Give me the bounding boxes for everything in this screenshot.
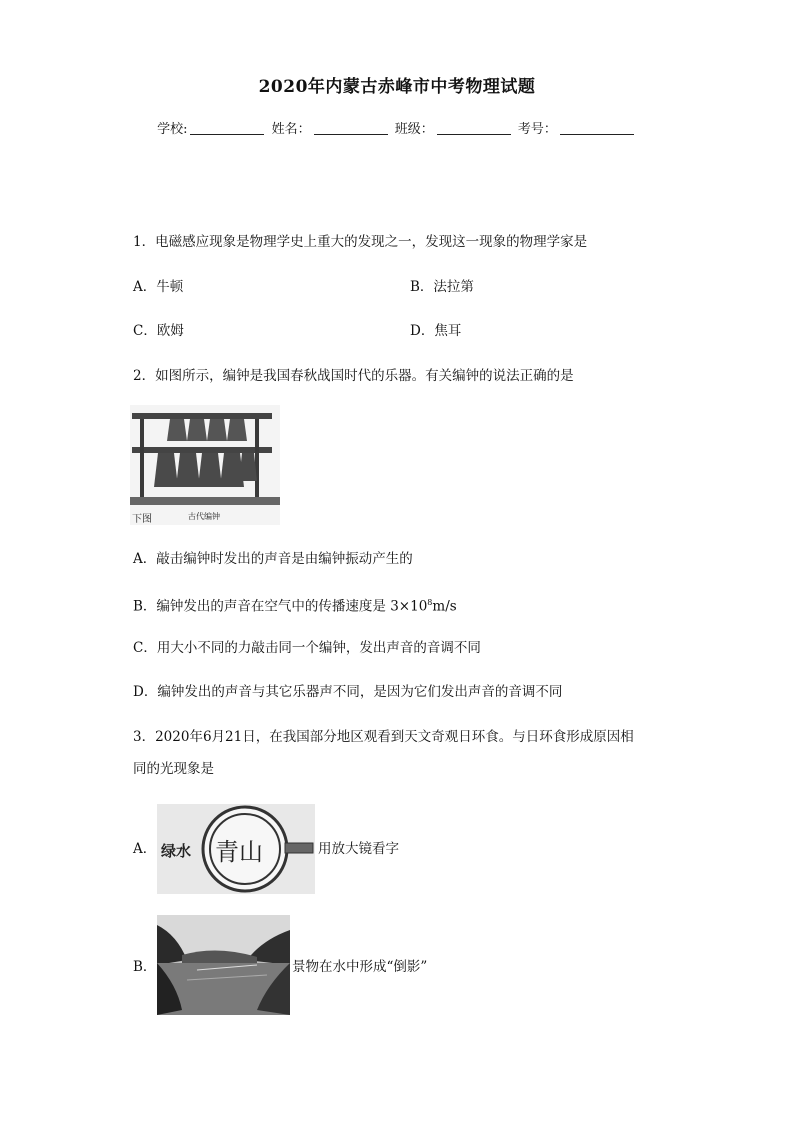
question-1-stem: 1．电磁感应现象是物理学史上重大的发现之一，发现这一现象的物理学家是: [133, 234, 588, 250]
page-title: 2020年内蒙古赤峰市中考物理试题: [258, 77, 536, 97]
q2-option-d[interactable]: D．编钟发出的声音与其它乐器声不同，是因为它们发出声音的音调不同: [133, 684, 563, 700]
student-info-line: [0, 118, 794, 137]
q1-option-a[interactable]: A．牛顿: [133, 279, 184, 295]
q2-option-b-exponent: 8: [427, 598, 433, 607]
q2-option-c[interactable]: C．用大小不同的力敲击同一个编钟，发出声音的音调不同: [133, 640, 481, 656]
q1-option-c[interactable]: C．欧姆: [133, 323, 184, 339]
q3-option-b-text: 景物在水中形成“倒影”: [292, 959, 428, 975]
magnifier-figure: [157, 804, 315, 894]
exam-number-label: 考号：: [517, 122, 557, 137]
name-blank[interactable]: [314, 121, 388, 135]
question-3-stem-line1: 3．2020年6月21日，在我国部分地区观看到天文奇观日环食。与日环食形成原因相: [133, 729, 634, 745]
school-blank[interactable]: [190, 121, 264, 135]
q2-option-b-text: B．编钟发出的声音在空气中的传播速度是 3×10: [133, 598, 428, 615]
exam-number-blank[interactable]: [560, 121, 634, 135]
question-2-stem: 2．如图所示，编钟是我国春秋战国时代的乐器。有关编钟的说法正确的是: [133, 368, 574, 384]
class-blank[interactable]: [437, 121, 511, 135]
q3-option-a-label[interactable]: A．: [133, 841, 157, 857]
q2-option-a[interactable]: A．敲击编钟时发出的声音是由编钟振动产生的: [133, 551, 413, 567]
school-label: 学校:: [157, 122, 188, 137]
q3-option-a-text: 用放大镜看字: [318, 841, 399, 857]
name-label: 姓名：: [271, 122, 311, 137]
q1-option-b[interactable]: B．法拉第: [410, 279, 474, 295]
image-text-lushui: 绿水: [161, 842, 192, 860]
question-3-stem-line2: 同的光现象是: [133, 761, 214, 777]
reflection-photo: [157, 915, 290, 1015]
q1-option-d[interactable]: D．焦耳: [410, 323, 462, 339]
figure-corner-text: 下图: [132, 514, 152, 525]
q2-option-b[interactable]: [133, 593, 457, 617]
bianzhong-figure: [130, 405, 280, 525]
q3-option-b-label[interactable]: B．: [133, 959, 157, 975]
figure-caption: 古代编钟: [188, 512, 220, 521]
q2-option-b-unit: m/s: [432, 598, 457, 615]
class-label: 班级：: [394, 122, 434, 137]
image-text-qingshan: 青山: [215, 838, 263, 866]
